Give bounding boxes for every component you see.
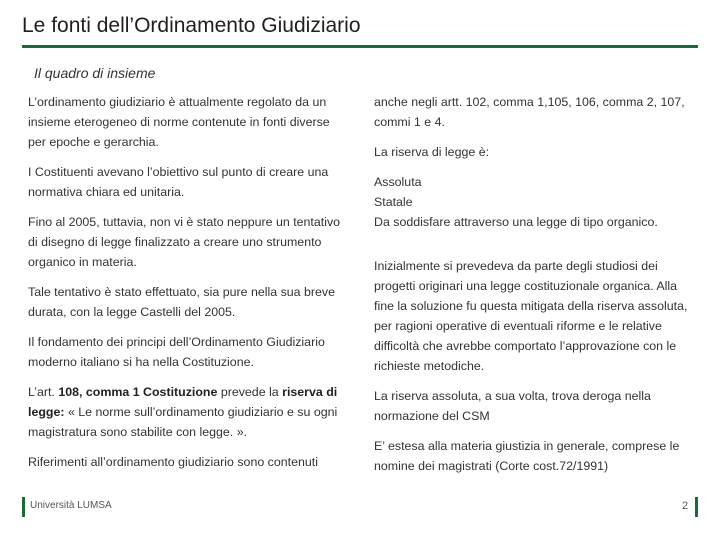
riserva-list-item-3: Da soddisfare attraverso una legge di tipo organico. (374, 215, 658, 229)
right-paragraph-4: La riserva assoluta, a sua volta, trova deroga nella normazione del CSM (374, 389, 651, 423)
art108-reference: 108, comma 1 Costituzione (58, 385, 218, 399)
riserva-list-item-2: Statale (374, 195, 413, 209)
slide-title: Le fonti dell’Ordinamento Giudiziario (22, 14, 361, 37)
art108-intro: L’art. (28, 385, 59, 399)
left-paragraph-5: Il fondamento dei principi dell’Ordinamento Giudiziario moderno italiano si ha nella Costituzione. (28, 335, 325, 369)
left-paragraph-6 (28, 382, 348, 442)
left-paragraph-1: L’ordinamento giudiziario è attualmente regolato da un insieme eterogeneo di norme contenute in fonti diverse per epoche e gerarchia. (28, 95, 330, 149)
right-column (374, 92, 694, 476)
right-paragraph-5: E’ estesa alla materia giustizia in generale, comprese le nomine dei magistrati (Corte cost.72/1991) (374, 439, 680, 473)
university-footer: Università LUMSA (30, 500, 112, 511)
title-underline (22, 45, 698, 48)
right-paragraph-3: Inizialmente si prevedeva da parte degli studiosi dei progetti originari una legge costituzionale organica. Alla fine la soluzione fu questa mitigata della riserva assoluta, per ragioni operative di eventuali riforme e le relative difficoltà che avrebbe comportato l’approvazione con le richieste metodiche. (374, 259, 688, 373)
left-column (28, 92, 348, 472)
art108-quote: « Le norme sull’ordinamento giudiziario e su ogni magistratura sono stabilite con legge. ». (28, 405, 338, 439)
page-number: 2 (682, 500, 689, 512)
riserva-list-item-1: Assoluta (374, 175, 422, 189)
left-paragraph-3: Fino al 2005, tuttavia, non vi è stato neppure un tentativo di disegno di legge finalizzato a creare uno strumento organico in materia. (28, 215, 341, 269)
right-paragraph-2: La riserva di legge è: (374, 145, 490, 159)
left-paragraph-4: Tale tentativo è stato effettuato, sia pure nella sua breve durata, con la legge Castelli del 2005. (28, 285, 335, 319)
art108-mid: prevede la (217, 385, 283, 399)
left-paragraph-7: Riferimenti all’ordinamento giudiziario sono contenuti (28, 455, 318, 469)
footer-right-bar (695, 497, 698, 517)
slide-subtitle: Il quadro di insieme (34, 65, 156, 81)
footer-left-bar (22, 497, 25, 517)
left-paragraph-2: I Costituenti avevano l’obiettivo sul punto di creare una normativa chiara ed unitaria. (28, 165, 329, 199)
riserva-di-legge-label: riserva di legge: (28, 385, 338, 419)
right-paragraph-1: anche negli artt. 102, comma 1,105, 106, comma 2, 107, commi 1 e 4. (374, 95, 685, 129)
